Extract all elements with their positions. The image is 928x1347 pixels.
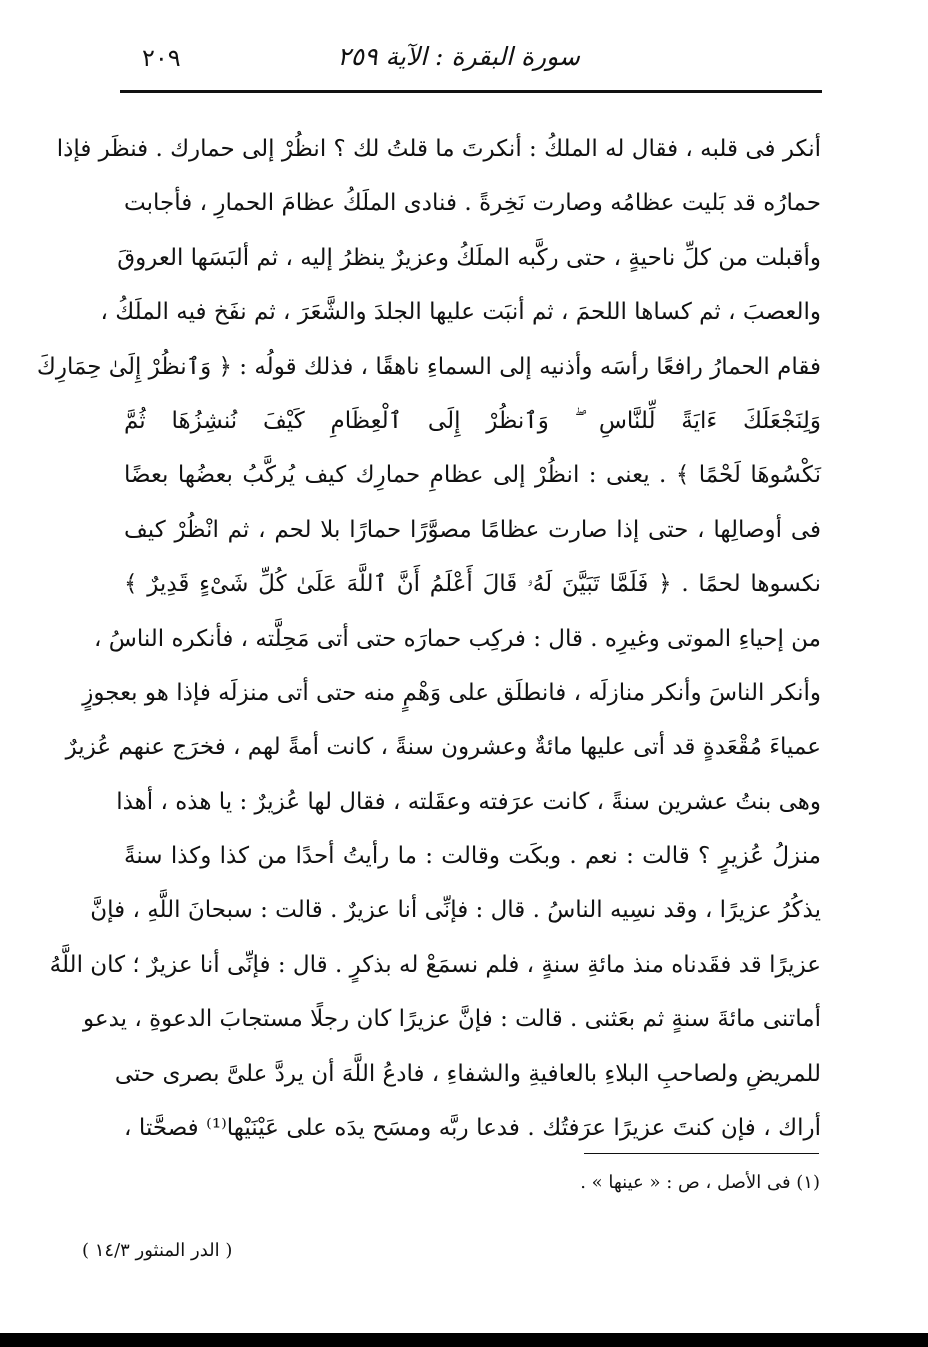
text-line: للمريضِ ولصاحبِ البلاءِ بالعافيةِ والشفاءِ ، فادعُ اللَّهَ أن يردَّ علىَّ بصرى حتى (114, 1060, 821, 1087)
text-line: فى أوصالِها ، حتى إذا صارت عظامًا مصوَّرًا حمارًا بلا لحم ، ثم انْظُرْ كيف (124, 516, 821, 543)
footnote-divider (584, 1153, 819, 1154)
text-line: يذكُرُ عزيرًا ، وقد نسِيه الناسُ . قال : فإنِّى أنا عزيرٌ . قالت : سبحانَ اللَّهِ ، فإنَّ (90, 897, 821, 924)
text-line: حمارُه قد بَليت عظامُه وصارت نَخِرةً . فنادى الملَكُ عظامَ الحمارِ ، فأجابت (124, 190, 821, 217)
footnote: (١) فى الأصل ، ص : « عينها » . (580, 1172, 820, 1193)
body-text (36, 122, 821, 1155)
text-line: فقام الحمارُ رافعًا رأسَه وأذنيه إلى السماءِ ناهقًا ، فذلك قولُه : ﴿ وَٱنظُرْ إِلَىٰ حِمَارِكَ (36, 353, 821, 380)
text-line: وأقبلت من كلِّ ناحيةٍ ، حتى ركَّبه الملَكُ وعزيرٌ ينظرُ إليه ، ثم ألبَسَها العروقَ (117, 244, 821, 271)
header-divider (120, 90, 822, 93)
text-line: أماتنى مائةَ سنةٍ ثم بعَثنى . قالت : فإنَّ عزيرًا كان رجلًا مستجابَ الدعوةِ ، يدعو (82, 1006, 821, 1033)
text-line: أنكر فى قلبه ، فقال له الملكُ : أنكرتَ ما قلتُ لك ؟ انظُرْ إلى حمارك . فنظَر فإذا (56, 136, 821, 162)
text-line: وهى بنتُ عشرين سنةً ، كانت عرَفته وعقَلته ، فقال لها عُزيرٌ : يا هذه ، أهذا (116, 788, 821, 815)
text-line: نَكْسُوهَا لَحْمًا ﴾ . يعنى : انظُرْ إلى عظامِ حمارِك كيف يُركَّبُ بعضُها بعضًا (124, 462, 821, 489)
text-line: أراك ، فإن كنتَ عزيرًا عرَفتُك . فدعا ربَّه ومسَح يدَه على عَيْنَيْها⁽¹⁾ فصحَّتا ، (124, 1115, 821, 1142)
text-line: منزلُ عُزيرٍ ؟ قالت : نعم . وبكَت وقالت : ما رأيتُ أحدًا من كذا وكذا سنةً (124, 843, 821, 870)
text-line: عمياءَ مُقْعَدةٍ قد أتى عليها مائةٌ وعشرون سنةً ، كانت أمةً لهم ، فخرَج عنهم عُزيرٌ (65, 734, 821, 761)
text-line: والعصبَ ، ثم كساها اللحمَ ، ثم أنبَت عليها الجلدَ والشَّعَرَ ، ثم نفَخ فيه الملَكُ ، (100, 299, 821, 326)
scan-edge-bar (0, 1333, 928, 1347)
text-line: نكسوها لحمًا . ﴿ فَلَمَّا تَبَيَّنَ لَهُۥ قَالَ أَعْلَمُ أَنَّ ٱللَّهَ عَلَىٰ كُلِّ شَىْءٍ قَدِيرٌ ﴾ (124, 571, 821, 598)
text-line: من إحياءِ الموتى وغيرِه . قال : فركِب حمارَه حتى أتى مَحِلَّته ، فأنكره الناسُ ، (94, 625, 821, 652)
quran-verse-line: وَلِنَجْعَلَكَ ءَايَةً لِّلنَّاسِ ۖ وَٱنظُرْ إِلَى ٱلْعِظَامِ كَيْفَ نُنشِزُهَا ثُمَّ (124, 407, 821, 434)
text-line: وأنكر الناسَ وأنكر منازلَه ، فانطلَق على وَهْمٍ منه حتى أتى منزلَه فإذا هو بعجوزٍ (82, 679, 821, 706)
running-title: سورة البقرة : الآية ٢٥٩ (337, 42, 580, 71)
source-reference: ( الدر المنثور ١٤/٣ ) (82, 1240, 233, 1261)
text-line: عزيرًا قد فقَدناه منذ مائةِ سنةٍ ، فلم نسمَعْ له بذكرٍ . قال : فإنِّى أنا عزيرٌ ؛ كان اللَّهُ (49, 951, 821, 978)
page-number: ٢٠٩ (142, 44, 181, 72)
page-header (120, 42, 820, 90)
